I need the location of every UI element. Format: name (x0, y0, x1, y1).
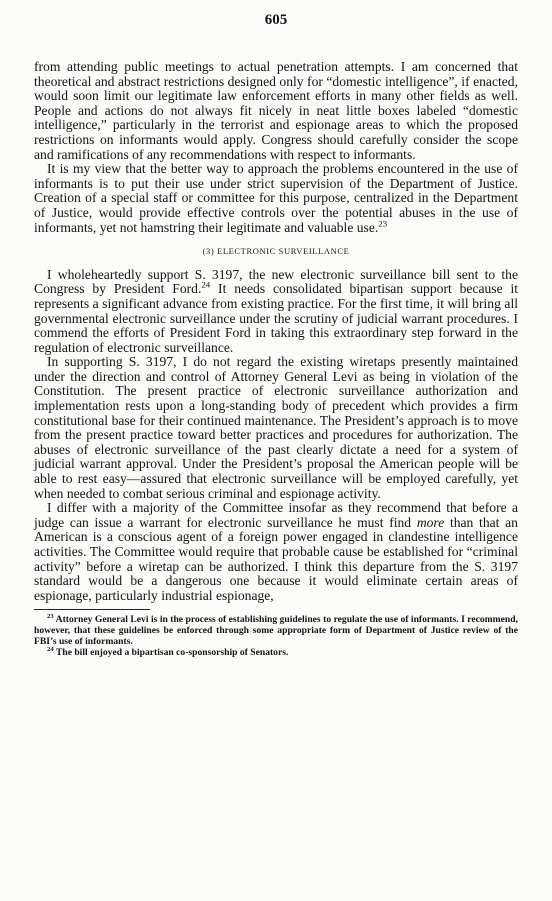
page-number: 605 (264, 12, 288, 28)
emphasis-more: more (416, 514, 445, 530)
paragraph-committee-difference: I differ with a majority of the Committee insofar as they recommend that before a judge can issue a warrant for electronic surveillance he must find more than that an American is a conscious agent of a foreign power engaged in clandestine intelligence activities. The Committee would require that probable cause be established for “criminal activity” before a wiretap can be authorized. I think this departure from the S. 3197 standard would be a dangerous one because it would eliminate certain areas of espionage, particularly industrial espionage, (34, 500, 518, 603)
footnote-24 (34, 647, 518, 658)
footnote-divider (34, 609, 150, 610)
paragraph-informants-proposal: It is my view that the better way to approach the problems encountered in the use of informants is to put their use under strict supervision of the Department of Justice. Creation of a special staff or committee for this purpose, centralized in the Department of Justice, would provide effective controls over the potential abuses in the use of informants, yet not hamstring their legitimate and valuable use.$^{23}$ (34, 161, 518, 235)
paragraph-informants-continued: from attending public meetings to actual penetration attempts. I am concerned that theoretical and abstract restrictions designed only for “domestic intelligence”, if enacted, would soon limit our legitimate law enforcement efforts in many other fields as well. People and actions do not always fit nicely in neat little boxes labeled “domestic intelligence,” particularly in the terrorist and espionage areas to which the proposed restrictions on informants would apply. Congress should carefully consider the scope and ramifications of any recommendations with respect to informants. (34, 59, 518, 162)
footnote-text: The bill enjoyed a bipartisan co-sponsorship of Senators. (55, 647, 289, 659)
page-body (34, 60, 518, 658)
footnote-mark: 23 (47, 613, 54, 621)
section-heading: (3) ELECTRONIC SURVEILLANCE (202, 246, 350, 257)
footnote-mark: 24 (47, 646, 54, 654)
footnote-ref-23: 23 (378, 218, 388, 228)
footnote-23 (34, 614, 518, 647)
footnote-text: Attorney General Levi is in the process of establishing guidelines to regulate the use of informants. I recommend, however, that these guidelines be enforced through some appropriate form of Department of Justice review of the FBI’s use of informants. (34, 614, 518, 648)
footnote-ref-24: 24 (201, 279, 211, 290)
paragraph-existing-wiretaps: In supporting S. 3197, I do not regard the existing wiretaps presently maintained under the direction and control of Attorney General Levi as being in violation of the Constitution. The present practice of electronic surveillance authorization and implementation rests upon a long-standing body of precedent which provides a firm constitutional base for their continued maintenance. The President’s approach is to move from the present practice toward better practices and procedures for authorization. The abuses of electronic surveillance of the past clearly dictate a need for a system of judicial warrant approval. Under the President’s proposal the American people will be able to rest easy—assured that electronic surveillance will be employed carefully, yet when needed to combat serious criminal and espionage activity. (34, 354, 518, 501)
paragraph-s3197-support: I wholeheartedly support S. 3197, the new electronic surveillance bill sent to the Congress by President Ford.$^{24}$ It needs consolidated bipartisan support because it represents a significant advance from existing practice. For the first time, it will bring all governmental electronic surveillance under the scrutiny of judicial warrant procedures. I commend the efforts of President Ford in taking this extraordinary step forward in the regulation of electronic surveillance. (34, 266, 518, 355)
